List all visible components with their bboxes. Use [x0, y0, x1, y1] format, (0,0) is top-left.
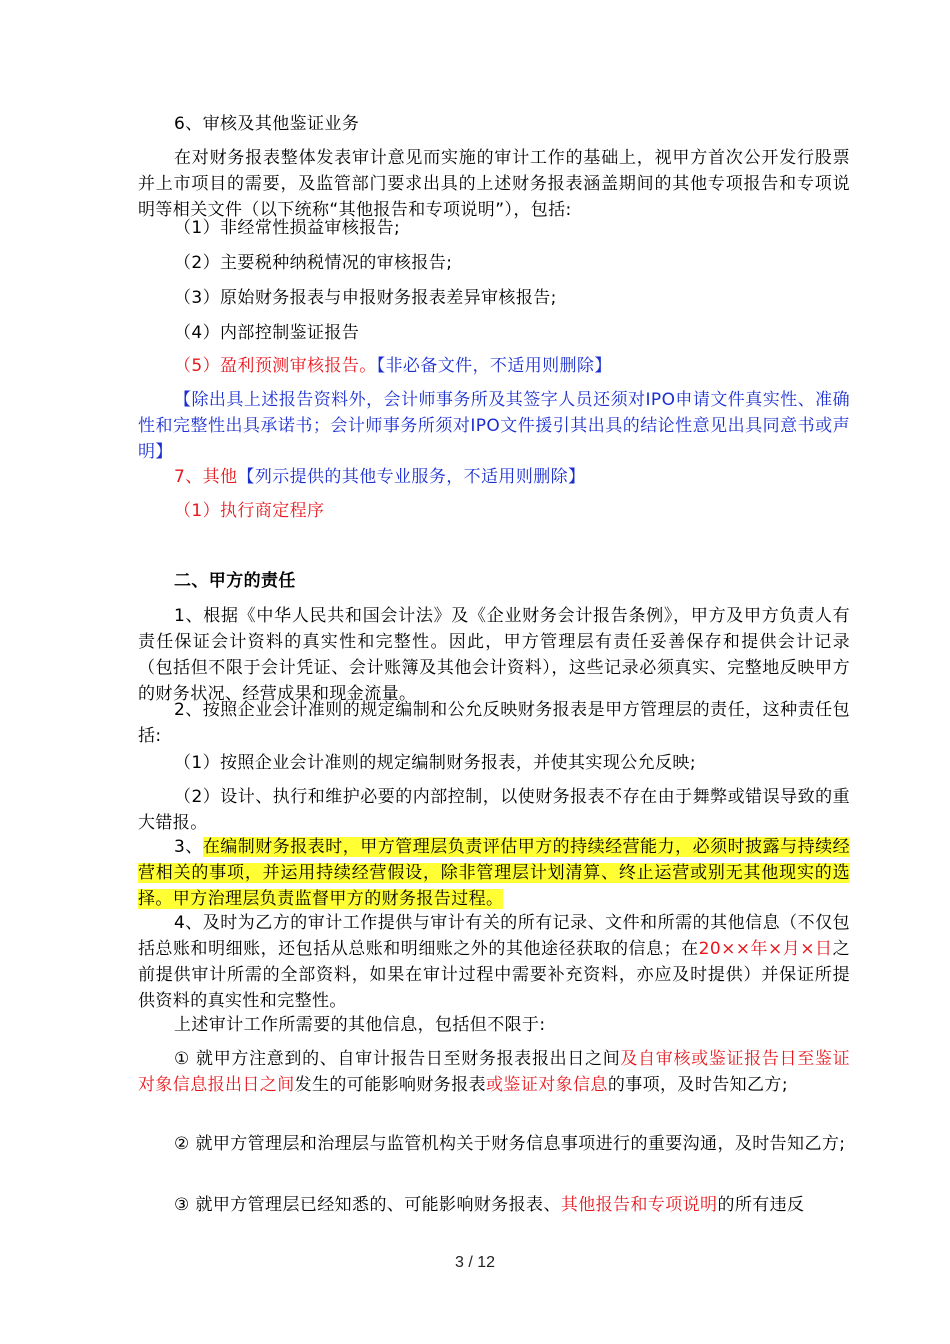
clause-3 — [138, 1192, 850, 1218]
paragraph-4 — [138, 910, 850, 1014]
paragraph-5: 上述审计工作所需要的其他信息，包括但不限于: — [174, 1015, 546, 1035]
section7-title: 7、其他 — [174, 467, 238, 487]
list-item: （2）主要税种纳税情况的审核报告; — [174, 253, 453, 273]
clause-1 — [138, 1046, 850, 1098]
section2-title: 二、甲方的责任 — [174, 571, 296, 591]
list-item: （1）按照企业会计准则的规定编制财务报表，并使其实现公允反映; — [174, 753, 696, 773]
section6-intro: 在对财务报表整体发表审计意见而实施的审计工作的基础上，视甲方首次公开发行股票并上市项目的需要，及监管部门要求出具的上述财务报表涵盖期间的其他专项报告和专项说明等相关文件（以下统称“其他报告和专项说明”），包括: — [138, 148, 850, 220]
section6-heading: 6、审核及其他鉴证业务 — [174, 114, 360, 134]
clause-1-text-c: 的事项，及时告知乙方; — [607, 1075, 788, 1095]
clause-3-text-b: 的所有违反 — [717, 1195, 805, 1215]
list-item: （3）原始财务报表与申报财务报表差异审核报告; — [174, 288, 557, 308]
list-item: （2）设计、执行和维护必要的内部控制，以使财务报表不存在由于舞弊或错误导致的重大错报。 — [138, 787, 850, 833]
paragraph-2: 2、按照企业会计准则的规定编制和公允反映财务报表是甲方管理层的责任，这种责任包括: — [138, 700, 850, 746]
optional-item-text: （5）盈利预测审核报告。 — [174, 356, 377, 376]
clause-1-red-a: 及自审核或鉴证报告日至鉴证对象信息报出日之间 — [138, 1049, 851, 1095]
paragraph-1: 1、根据《中华人民共和国会计法》及《企业财务会计报告条例》，甲方及甲方负责人有责任保证会计资料的真实性和完整性。因此，甲方管理层有责任妥善保存和提供会计记录（包括但不限于会计凭证、会计账簿及其他会计资料），这些记录必须真实、完整地反映甲方的财务状况、经营成果和现金流量。 — [138, 606, 850, 704]
paragraph-4-text-a: 4、及时为乙方的审计工作提供与审计有关的所有记录、文件和所需的其他信息（不仅包括总账和明细账，还包括从总账和明细账之外的其他途径获取的信息；在 — [138, 913, 850, 959]
ipo-note: 【除出具上述报告资料外，会计师事务所及其签字人员还须对IPO申请文件真实性、准确性和完整性出具承诺书；会计师事务所须对IPO文件援引其出具的结论性意见出具同意书或声明】 — [138, 390, 850, 462]
placeholder-date: 20××年×月×日 — [698, 939, 833, 959]
highlighted-text: 在编制财务报表时，甲方管理层负责评估甲方的持续经营能力，必须时披露与持续经营相关的事项，并运用持续经营假设，除非管理层计划清算、终止运营或别无其他现实的选择。甲方治理层负责监督甲方的财务报告过程。 — [138, 837, 850, 909]
section7-heading — [138, 464, 850, 490]
page-current: 3 — [454, 1254, 464, 1271]
paragraph-4-text-b: 之前提供审计所需的全部资料，如果在审计过程中需要补充资料，亦应及时提供）并保证所提供资料的真实性和完整性。 — [138, 939, 850, 1011]
clause-3-text-a: ③ 就甲方管理层已经知悉的、可能影响财务报表、 — [174, 1195, 561, 1215]
list-item: （4）内部控制鉴证报告 — [174, 323, 360, 343]
clause-1-text-b: 发生的可能影响财务报表 — [294, 1075, 487, 1095]
page-separator: / — [463, 1254, 478, 1271]
section7-note: 【列示提供的其他专业服务，不适用则删除】 — [237, 467, 586, 487]
optional-note: 【非必备文件，不适用则删除】 — [376, 356, 612, 376]
paragraph-3 — [138, 834, 850, 912]
page-total: 12 — [477, 1254, 496, 1271]
clause-1-red-b: 或鉴证对象信息 — [486, 1075, 608, 1095]
clause-1-text-a: ① 就甲方注意到的、自审计报告日至财务报表报出日之间 — [174, 1049, 621, 1069]
list-item-optional — [138, 353, 850, 379]
clause-3-red: 其他报告和专项说明 — [560, 1195, 718, 1215]
paragraph-number: 3、 — [174, 837, 203, 857]
page-number — [0, 1254, 950, 1272]
list-item: （1）执行商定程序 — [174, 501, 325, 521]
list-item: （1）非经常性损益审核报告; — [174, 218, 401, 238]
clause-2: ② 就甲方管理层和治理层与监管机构关于财务信息事项进行的重要沟通，及时告知乙方; — [174, 1134, 846, 1154]
